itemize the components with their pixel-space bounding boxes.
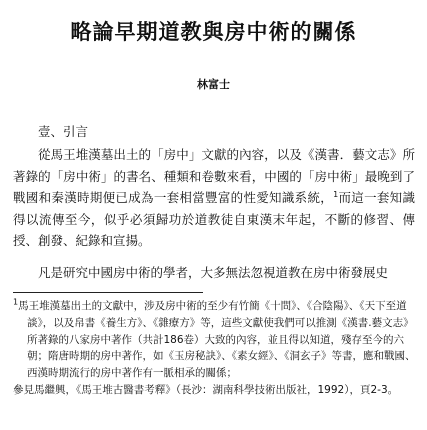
footnote-text: 馬王堆漢墓出土的文獻中，涉及房中術的至少有竹簡《十問》、《合陰陽》、《天下至道談》，以及帛書《養生方》、《雜療方》等，這些文獻使我們可以推測《漢書.藝文志》所著錄的八家房中著作（共計186卷）大致的內容，並且得以知道，殘存至今的六朝；隋唐時期的房中著作，如《玉房秘訣》、《素女經》、《洞玄子》等書，應和戰國、西漢時期流行的房中著作有一脈相承的關係；	[18, 300, 416, 380]
paragraph-text: 從馬王堆漢墓出土的「房中」文獻的內容，以及《漢書．藝文志》所著錄的「房中術」的書名、種類和卷數來看，中國的「房中術」最晚到了戰國和秦漢時期便已成為一套相當豐富的性愛知識系統，	[13, 147, 415, 205]
section-heading: 壹、引言	[38, 124, 89, 139]
author-name: 林富士	[197, 78, 230, 91]
paragraph-text-continued: 而這一套知識得以流傳至今，似乎必須歸功於道教徒自東漢末年起，不斷的修習、傳授、創發、紀錄和宣揚。	[13, 190, 415, 248]
footnote-number: 1	[13, 297, 19, 307]
body-paragraph-2	[13, 262, 415, 284]
paragraph-text: 凡是研究中國房中術的學者，大多無法忽視道教在房中術發展史	[38, 265, 389, 280]
footnote-block	[13, 298, 417, 399]
footnote-divider	[13, 292, 203, 293]
article-title: 略論早期道教與房中術的關係	[70, 20, 357, 44]
footnote-reference[interactable]: 1	[333, 189, 339, 199]
footnote-1	[13, 298, 417, 382]
footnote-reference-line: 參見馬繼興，《馬王堆古醫書考釋》（長沙：湖南科學技術出版社，1992），頁2-3。	[13, 383, 399, 396]
body-paragraph-1	[13, 144, 415, 252]
